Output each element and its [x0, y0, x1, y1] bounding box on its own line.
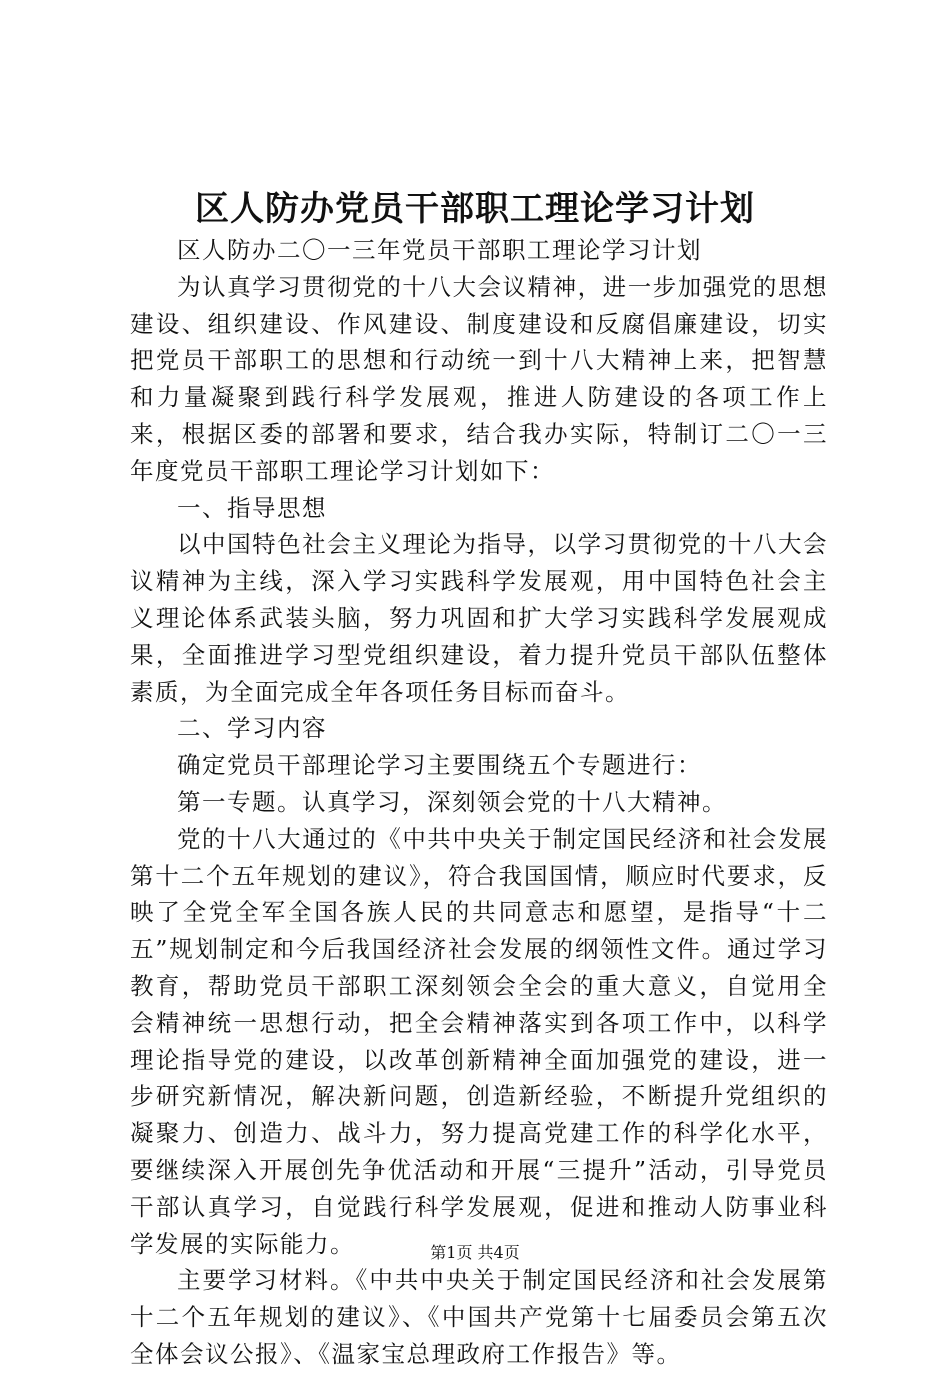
study-materials-paragraph: 主要学习材料。《中共中央关于制定国民经济和社会发展第十二个五年规划的建议》、《中国共产党第十七届委员会第五次全体会议公报》、《温家宝总理政府工作报告》等。 — [130, 1266, 828, 1368]
section-heading-study-content: 二、学习内容 — [177, 714, 327, 743]
section-heading-guiding-ideology: 一、指导思想 — [177, 493, 327, 522]
document-body — [130, 232, 828, 1373]
document-title: 区人防办党员干部职工理论学习计划 — [195, 189, 755, 229]
guiding-ideology-paragraph: 以中国特色社会主义理论为指导，以学习贯彻党的十八大会议精神为主线，深入学习实践科学发展观，用中国特色社会主义理论体系武装头脑，努力巩固和扩大学习实践科学发展观成果，全面推进学习型党组织建设，着力提升党员干部队伍整体素质，为全面完成全年各项任务目标而奋斗。 — [130, 530, 828, 706]
topic-one-heading: 第一专题。认真学习，深刻领会党的十八大精神。 — [177, 787, 727, 816]
document-subtitle: 区人防办二〇一三年党员干部职工理论学习计划 — [177, 236, 702, 264]
study-content-intro: 确定党员干部理论学习主要围绕五个专题进行： — [177, 751, 702, 780]
page-number: 第1页 共4页 — [430, 1243, 520, 1262]
intro-paragraph: 为认真学习贯彻党的十八大会议精神，进一步加强党的思想建设、组织建设、作风建设、制度建设和反腐倡廉建设，切实把党员干部职工的思想和行动统一到十八大精神上来，把智慧和力量凝聚到践行科学发展观，推进人防建设的各项工作上来，根据区委的部署和要求，结合我办实际，特制订二〇一三年度党员干部职工理论学习计划如下： — [130, 272, 828, 485]
topic-one-paragraph: 党的十八大通过的《中共中央关于制定国民经济和社会发展第十二个五年规划的建议》，符合我国国情，顺应时代要求，反映了全党全军全国各族人民的共同意志和愿望，是指导“十二五”规划制定和今后我国经济社会发展的纲领性文件。通过学习教育，帮助党员干部职工深刻领会全会的重大意义，自觉用全会精神统一思想行动，把全会精神落实到各项工作中，以科学理论指导党的建设，以改革创新精神全面加强党的建设，进一步研究新情况，解决新问题，创造新经验，不断提升党组织的凝聚力、创造力、战斗力，努力提高党建工作的科学化水平，要继续深入开展创先争优活动和开展“三提升”活动，引导党员干部认真学习，自觉践行科学发展观，促进和推动人防事业科学发展的实际能力。 — [130, 824, 828, 1258]
